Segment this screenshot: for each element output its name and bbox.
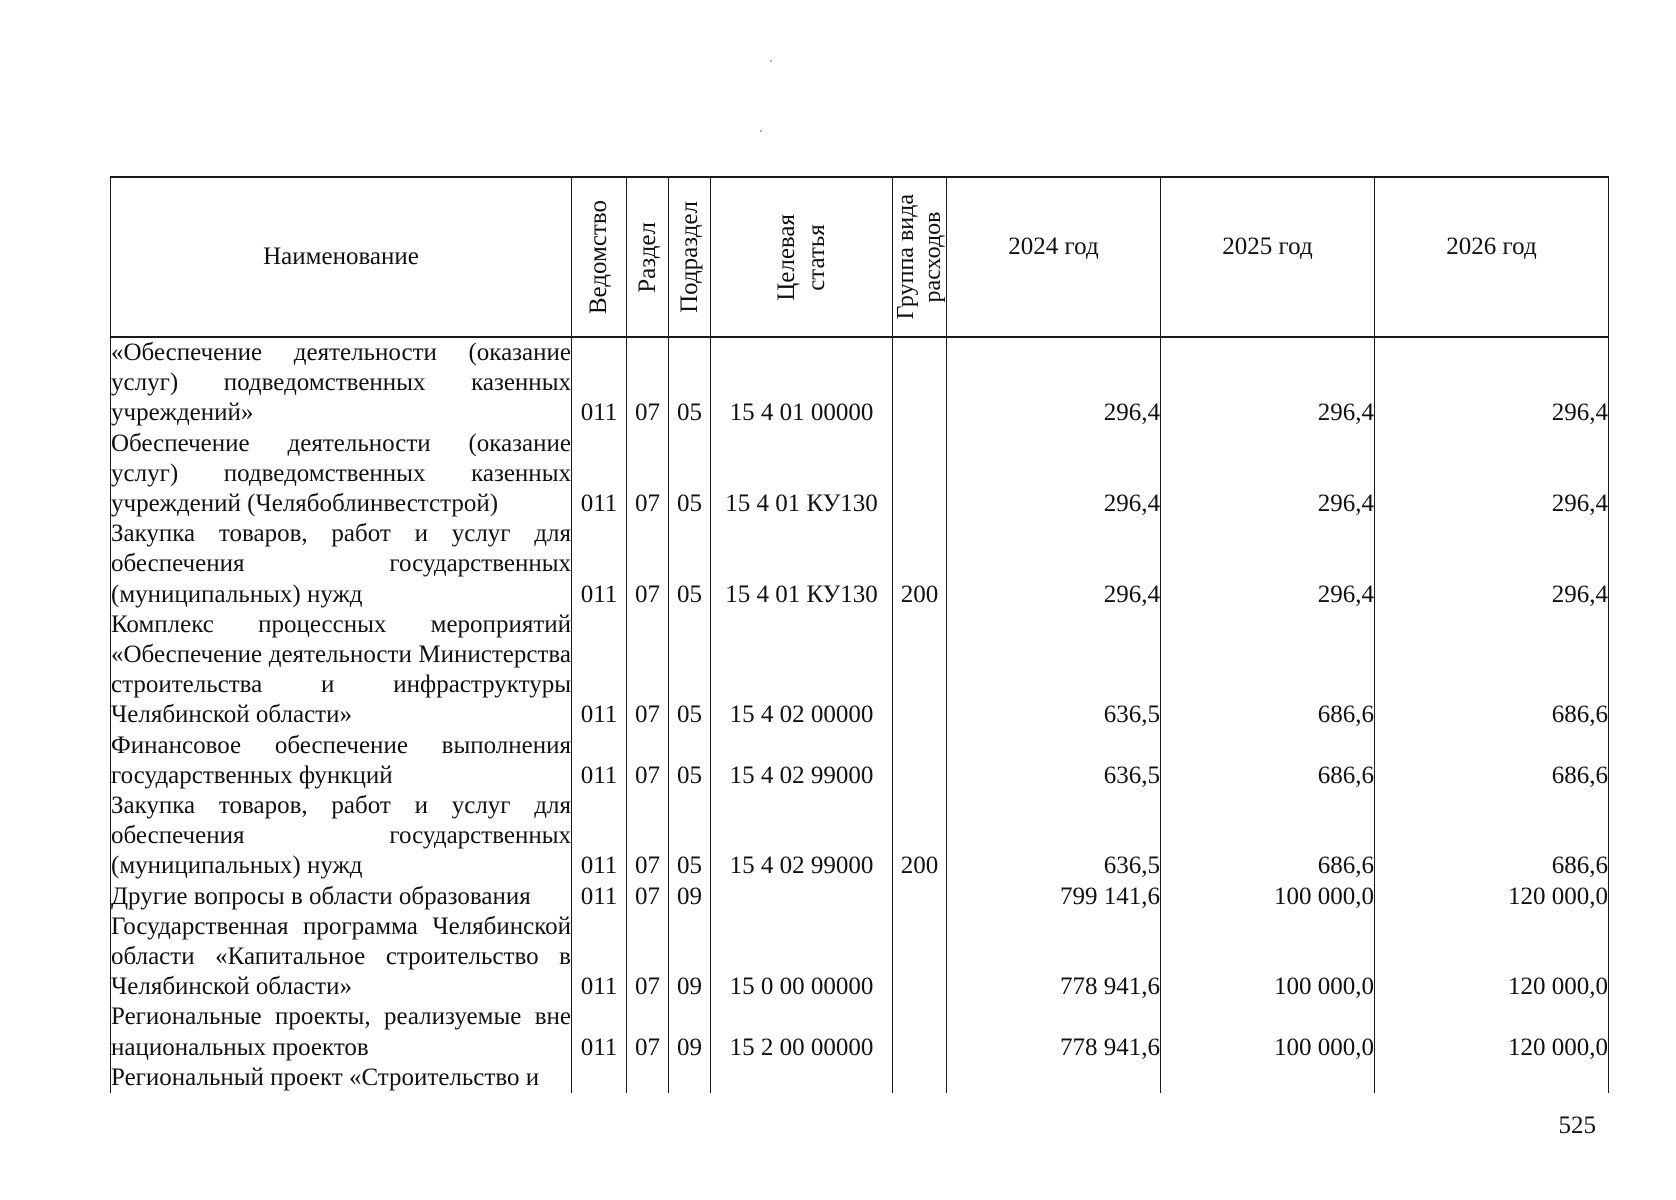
table-row xyxy=(111,882,1609,912)
header-section-label: Раздел xyxy=(633,221,661,293)
table-header xyxy=(111,177,1609,337)
cell-year-2025: 296,4 xyxy=(1161,337,1375,429)
cell-department: 011 xyxy=(572,337,627,429)
cell-year-2024: 636,5 xyxy=(947,791,1161,882)
cell-department: 011 xyxy=(572,519,627,610)
cell-section: 07 xyxy=(627,791,669,882)
cell-section xyxy=(627,1063,669,1093)
table-body xyxy=(111,337,1609,1093)
cell-department: 011 xyxy=(572,912,627,1003)
header-department xyxy=(572,177,627,337)
cell-target-article: 15 4 01 КУ130 xyxy=(711,429,893,520)
cell-section: 07 xyxy=(627,731,669,791)
cell-name: Региональные проекты, реализуемые вне национальных проектов xyxy=(111,1002,572,1062)
cell-department: 011 xyxy=(572,610,627,731)
cell-name: Региональный проект «Строительство и xyxy=(111,1063,572,1093)
cell-year-2026: 296,4 xyxy=(1375,519,1609,610)
header-expense-group-label: Группа вида расходов xyxy=(893,194,946,320)
cell-name: Финансовое обеспечение выполнения государственных функций xyxy=(111,731,572,791)
cell-year-2026: 296,4 xyxy=(1375,337,1609,429)
cell-expense-group xyxy=(893,429,947,520)
cell-year-2024: 296,4 xyxy=(947,337,1161,429)
cell-name: Закупка товаров, работ и услуг для обеспечения государственных (муниципальных) нужд xyxy=(111,791,572,882)
cell-year-2026 xyxy=(1375,1063,1609,1093)
header-row xyxy=(111,177,1609,337)
cell-department: 011 xyxy=(572,1002,627,1062)
cell-section: 07 xyxy=(627,610,669,731)
cell-year-2025: 100 000,0 xyxy=(1161,912,1375,1003)
cell-name: «Обеспечение деятельности (оказание услуг) подведомственных казенных учреждений» xyxy=(111,337,572,429)
cell-section: 07 xyxy=(627,882,669,912)
cell-section: 07 xyxy=(627,1002,669,1062)
cell-expense-group xyxy=(893,882,947,912)
cell-department: 011 xyxy=(572,882,627,912)
cell-target-article: 15 4 02 99000 xyxy=(711,731,893,791)
cell-section: 07 xyxy=(627,912,669,1003)
cell-expense-group xyxy=(893,337,947,429)
cell-year-2025: 686,6 xyxy=(1161,610,1375,731)
cell-year-2026: 120 000,0 xyxy=(1375,1002,1609,1062)
cell-expense-group: 200 xyxy=(893,791,947,882)
cell-section: 07 xyxy=(627,519,669,610)
cell-target-article: 15 4 01 00000 xyxy=(711,337,893,429)
table-row xyxy=(111,610,1609,731)
cell-target-article: 15 4 02 00000 xyxy=(711,610,893,731)
cell-subsection: 05 xyxy=(669,610,711,731)
cell-year-2024 xyxy=(947,1063,1161,1093)
cell-year-2025: 686,6 xyxy=(1161,791,1375,882)
cell-year-2024: 636,5 xyxy=(947,610,1161,731)
cell-name: Обеспечение деятельности (оказание услуг) подведомственных казенных учреждений (Челябоблинвестстрой) xyxy=(111,429,572,520)
cell-subsection: 05 xyxy=(669,429,711,520)
cell-expense-group: 200 xyxy=(893,519,947,610)
cell-subsection: 09 xyxy=(669,882,711,912)
cell-year-2025: 100 000,0 xyxy=(1161,1002,1375,1062)
cell-subsection: 05 xyxy=(669,791,711,882)
header-name xyxy=(111,177,572,337)
cell-subsection: 05 xyxy=(669,337,711,429)
cell-year-2026: 686,6 xyxy=(1375,610,1609,731)
cell-year-2026: 686,6 xyxy=(1375,791,1609,882)
cell-expense-group xyxy=(893,731,947,791)
cell-year-2025 xyxy=(1161,1063,1375,1093)
table-row xyxy=(111,429,1609,520)
cell-target-article: 15 2 00 00000 xyxy=(711,1002,893,1062)
cell-year-2025: 100 000,0 xyxy=(1161,882,1375,912)
cell-name: Комплекс процессных мероприятий «Обеспечение деятельности Министерства строительства и инфраструктуры Челябинской области» xyxy=(111,610,572,731)
cell-year-2026: 686,6 xyxy=(1375,731,1609,791)
cell-year-2026: 120 000,0 xyxy=(1375,882,1609,912)
cell-department: 011 xyxy=(572,429,627,520)
cell-subsection: 05 xyxy=(669,731,711,791)
cell-year-2026: 296,4 xyxy=(1375,429,1609,520)
table-row xyxy=(111,519,1609,610)
cell-subsection xyxy=(669,1063,711,1093)
cell-section: 07 xyxy=(627,429,669,520)
cell-year-2024: 778 941,6 xyxy=(947,912,1161,1003)
header-year-2024-label: 2024 год xyxy=(1008,232,1099,260)
header-target-article xyxy=(711,177,893,337)
header-expense-group xyxy=(893,177,947,337)
cell-section: 07 xyxy=(627,337,669,429)
cell-target-article xyxy=(711,882,893,912)
cell-year-2024: 778 941,6 xyxy=(947,1002,1161,1062)
cell-year-2024: 296,4 xyxy=(947,519,1161,610)
table-row xyxy=(111,731,1609,791)
table-row xyxy=(111,791,1609,882)
cell-year-2024: 636,5 xyxy=(947,731,1161,791)
cell-year-2024: 799 141,6 xyxy=(947,882,1161,912)
header-subsection xyxy=(669,177,711,337)
cell-expense-group xyxy=(893,912,947,1003)
cell-subsection: 09 xyxy=(669,912,711,1003)
cell-year-2025: 296,4 xyxy=(1161,519,1375,610)
header-name-label: Наименование xyxy=(263,242,419,270)
table-row xyxy=(111,1063,1609,1093)
scan-speck xyxy=(760,130,762,132)
cell-year-2025: 296,4 xyxy=(1161,429,1375,520)
budget-table xyxy=(110,176,1609,1093)
header-year-2026 xyxy=(1375,177,1609,337)
table-row xyxy=(111,912,1609,1003)
cell-name: Закупка товаров, работ и услуг для обеспечения государственных (муниципальных) нужд xyxy=(111,519,572,610)
cell-year-2024: 296,4 xyxy=(947,429,1161,520)
scan-speck xyxy=(770,60,772,62)
cell-target-article: 15 4 02 99000 xyxy=(711,791,893,882)
cell-expense-group xyxy=(893,1002,947,1062)
cell-year-2026: 120 000,0 xyxy=(1375,912,1609,1003)
header-section xyxy=(627,177,669,337)
cell-subsection: 09 xyxy=(669,1002,711,1062)
header-year-2025-label: 2025 год xyxy=(1222,232,1313,260)
cell-department xyxy=(572,1063,627,1093)
table-row xyxy=(111,1002,1609,1062)
cell-expense-group xyxy=(893,610,947,731)
cell-target-article: 15 4 01 КУ130 xyxy=(711,519,893,610)
header-year-2024 xyxy=(947,177,1161,337)
cell-name: Государственная программа Челябинской области «Капитальное строительство в Челябинской области» xyxy=(111,912,572,1003)
cell-department: 011 xyxy=(572,791,627,882)
header-target-article-label: Целевая статья xyxy=(772,213,830,301)
page-number: 525 xyxy=(1558,1112,1596,1139)
header-year-2025 xyxy=(1161,177,1375,337)
cell-department: 011 xyxy=(572,731,627,791)
cell-target-article xyxy=(711,1063,893,1093)
header-department-label: Ведомство xyxy=(585,199,612,315)
cell-subsection: 05 xyxy=(669,519,711,610)
cell-target-article: 15 0 00 00000 xyxy=(711,912,893,1003)
cell-name: Другие вопросы в области образования xyxy=(111,882,572,912)
header-subsection-label: Подраздел xyxy=(675,201,703,313)
cell-expense-group xyxy=(893,1063,947,1093)
header-year-2026-label: 2026 год xyxy=(1446,232,1537,260)
table-row xyxy=(111,337,1609,429)
cell-year-2025: 686,6 xyxy=(1161,731,1375,791)
